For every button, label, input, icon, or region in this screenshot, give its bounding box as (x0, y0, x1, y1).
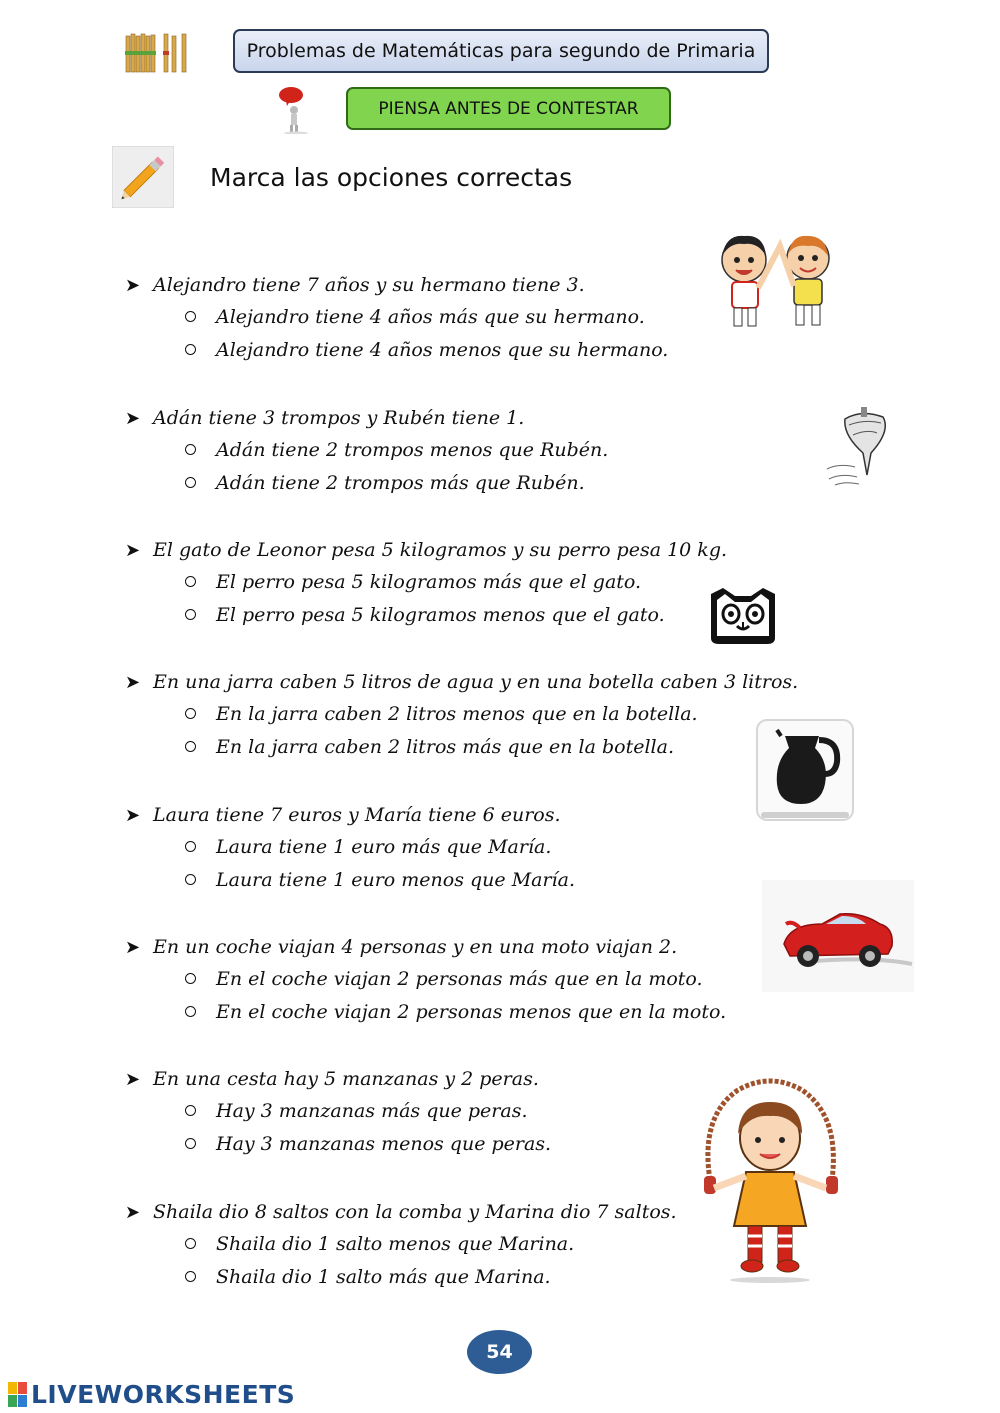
option-row[interactable] (125, 962, 726, 995)
question-statement (125, 1064, 551, 1094)
option-row[interactable] (125, 333, 668, 366)
option-row[interactable] (125, 433, 608, 466)
page-number (467, 1330, 532, 1374)
kids-icon (712, 228, 842, 333)
question-statement (125, 535, 727, 565)
arrow-bullet-icon: ➤ (125, 539, 141, 561)
question-3 (125, 535, 727, 631)
jug-icon (755, 718, 855, 822)
question-text: En un coche viajan 4 personas y en una moto viajan 2. (153, 936, 678, 958)
option-row[interactable] (125, 730, 798, 763)
arrow-bullet-icon: ➤ (125, 274, 141, 296)
option-circle-icon[interactable] (185, 1006, 196, 1017)
option-text[interactable]: En la jarra caben 2 litros menos que en la botella. (216, 702, 698, 725)
option-row[interactable] (125, 995, 726, 1028)
option-circle-icon[interactable] (185, 874, 196, 885)
option-text[interactable]: Alejandro tiene 4 años menos que su hermano. (216, 338, 669, 361)
liveworksheets-logo[interactable] (8, 1380, 295, 1409)
option-row[interactable] (125, 1094, 551, 1127)
option-text[interactable]: Shaila dio 1 salto menos que Marina. (216, 1232, 575, 1255)
option-row[interactable] (125, 830, 575, 863)
option-text[interactable]: Alejandro tiene 4 años más que su hermano. (216, 305, 645, 328)
option-circle-icon[interactable] (185, 1138, 196, 1149)
option-text[interactable]: Adán tiene 2 trompos menos que Rubén. (216, 438, 609, 461)
option-circle-icon[interactable] (185, 444, 196, 455)
question-2 (125, 403, 608, 499)
question-text: Shaila dio 8 saltos con la comba y Marina dio 7 saltos. (153, 1201, 677, 1223)
question-7 (125, 1064, 551, 1160)
option-circle-icon[interactable] (185, 477, 196, 488)
option-row[interactable] (125, 1260, 677, 1293)
cat-icon (707, 586, 779, 646)
option-text[interactable]: Adán tiene 2 trompos más que Rubén. (216, 471, 585, 494)
question-text: Adán tiene 3 trompos y Rubén tiene 1. (153, 407, 525, 429)
question-text: El gato de Leonor pesa 5 kilogramos y su perro pesa 10 kg. (153, 539, 728, 561)
option-circle-icon[interactable] (185, 708, 196, 719)
question-4 (125, 667, 798, 763)
option-circle-icon[interactable] (185, 1271, 196, 1282)
option-circle-icon[interactable] (185, 741, 196, 752)
option-row[interactable] (125, 697, 798, 730)
option-text[interactable]: El perro pesa 5 kilogramos más que el gato. (216, 570, 642, 593)
think-banner-text: PIENSA ANTES DE CONTESTAR (378, 98, 639, 119)
option-text[interactable]: Hay 3 manzanas menos que peras. (216, 1132, 552, 1155)
option-text[interactable]: En la jarra caben 2 litros más que en la botella. (216, 735, 675, 758)
question-statement (125, 403, 608, 433)
question-8 (125, 1197, 677, 1293)
question-1 (125, 270, 668, 366)
worksheet-title-text: Problemas de Matemáticas para segundo de Primaria (246, 40, 756, 62)
option-row[interactable] (125, 1127, 551, 1160)
option-circle-icon[interactable] (185, 841, 196, 852)
spinning-top-icon (825, 405, 897, 487)
option-circle-icon[interactable] (185, 576, 196, 587)
question-5 (125, 800, 575, 896)
arrow-bullet-icon: ➤ (125, 804, 141, 826)
abacus-icon (124, 30, 190, 74)
option-text[interactable]: Laura tiene 1 euro más que María. (216, 835, 552, 858)
question-text: Laura tiene 7 euros y María tiene 6 euros. (153, 804, 561, 826)
arrow-bullet-icon: ➤ (125, 936, 141, 958)
question-statement (125, 932, 726, 962)
option-circle-icon[interactable] (185, 609, 196, 620)
option-text[interactable]: Laura tiene 1 euro menos que María. (216, 868, 575, 891)
option-circle-icon[interactable] (185, 1238, 196, 1249)
arrow-bullet-icon: ➤ (125, 1068, 141, 1090)
page-number-text: 54 (486, 1341, 513, 1363)
option-row[interactable] (125, 1227, 677, 1260)
car-icon (762, 880, 914, 992)
question-text: En una jarra caben 5 litros de agua y en una botella caben 3 litros. (153, 671, 799, 693)
option-text[interactable]: Shaila dio 1 salto más que Marina. (216, 1265, 551, 1288)
arrow-bullet-icon: ➤ (125, 671, 141, 693)
option-text[interactable]: En el coche viajan 2 personas más que en la moto. (216, 967, 703, 990)
question-6 (125, 932, 726, 1028)
arrow-bullet-icon: ➤ (125, 1201, 141, 1223)
option-circle-icon[interactable] (185, 311, 196, 322)
option-circle-icon[interactable] (185, 1105, 196, 1116)
arrow-bullet-icon: ➤ (125, 407, 141, 429)
option-text[interactable]: Hay 3 manzanas más que peras. (216, 1099, 528, 1122)
question-text: En una cesta hay 5 manzanas y 2 peras. (153, 1068, 539, 1090)
liveworksheets-logo-icon (8, 1382, 27, 1407)
option-text[interactable]: El perro pesa 5 kilogramos menos que el gato. (216, 603, 665, 626)
liveworksheets-brand-text: LIVEWORKSHEETS (31, 1380, 296, 1409)
option-row[interactable] (125, 466, 608, 499)
option-row[interactable] (125, 300, 668, 333)
option-circle-icon[interactable] (185, 973, 196, 984)
jump-rope-girl-icon (698, 1076, 844, 1284)
think-before-answer-banner (346, 87, 671, 130)
question-statement (125, 800, 575, 830)
option-row[interactable] (125, 863, 575, 896)
option-row[interactable] (125, 598, 727, 631)
thinking-figure-icon (276, 86, 312, 134)
question-statement (125, 667, 798, 697)
instruction-heading: Marca las opciones correctas (210, 163, 573, 192)
option-circle-icon[interactable] (185, 344, 196, 355)
question-statement (125, 1197, 677, 1227)
pencil-icon (112, 146, 174, 208)
worksheet-title (233, 29, 769, 73)
option-text[interactable]: En el coche viajan 2 personas menos que en la moto. (216, 1000, 727, 1023)
question-text: Alejandro tiene 7 años y su hermano tiene 3. (153, 274, 585, 296)
option-row[interactable] (125, 565, 727, 598)
question-statement (125, 270, 668, 300)
